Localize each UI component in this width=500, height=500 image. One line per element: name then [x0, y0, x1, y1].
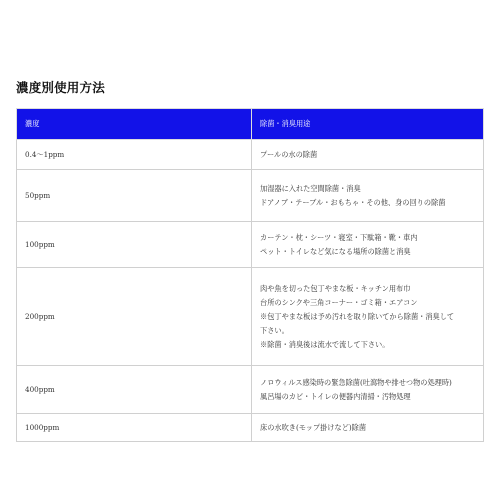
use-line: 加湿器に入れた空間除菌・消臭 — [260, 183, 361, 193]
use-line: ノロウィルス感染時の緊急除菌(吐瀉物や排せつ物の処理時) — [260, 377, 452, 387]
concentration-cell: 100ppm — [17, 222, 252, 268]
table-header-row — [17, 109, 484, 140]
table-row — [17, 170, 484, 222]
use-line: 風呂場のカビ・トイレの便器内清掃・汚物処理 — [260, 391, 411, 401]
use-line: 下さい。 — [260, 325, 289, 335]
table-row — [17, 222, 484, 268]
usage-table — [16, 108, 484, 442]
table-row — [17, 268, 484, 366]
header-concentration: 濃度 — [17, 109, 252, 140]
uses-cell — [252, 366, 484, 414]
table-row — [17, 140, 484, 170]
uses-cell — [252, 222, 484, 268]
uses-cell — [252, 414, 484, 442]
concentration-cell: 1000ppm — [17, 414, 252, 442]
use-line: ※除菌・消臭後は流水で流して下さい。 — [260, 339, 390, 349]
use-line: ドアノブ・テーブル・おもちゃ・その他、身の回りの除菌 — [260, 197, 446, 207]
use-line: 床の水吹き(モップ掛けなど)除菌 — [260, 422, 367, 432]
uses-cell — [252, 140, 484, 170]
use-line: 肉や魚を切った包丁やまな板・キッチン用布巾 — [260, 283, 411, 293]
use-line: ※包丁やまな板は予め汚れを取り除いてから除菌・消臭して — [260, 311, 455, 321]
uses-cell — [252, 268, 484, 366]
header-uses: 除菌・消臭用途 — [252, 109, 484, 140]
concentration-cell: 200ppm — [17, 268, 252, 366]
table-row — [17, 414, 484, 442]
concentration-cell: 50ppm — [17, 170, 252, 222]
page-title: 濃度別使用方法 — [16, 80, 105, 95]
uses-cell — [252, 170, 484, 222]
use-line: ペット・トイレなど気になる場所の除菌と消臭 — [260, 246, 411, 256]
use-line: 台所のシンクや三角コーナー・ゴミ箱・エアコン — [260, 297, 418, 307]
concentration-cell: 0.4〜1ppm — [17, 140, 252, 170]
table-row — [17, 366, 484, 414]
use-line: カーテン・枕・シーツ・寝室・下駄箱・靴・車内 — [260, 232, 418, 242]
concentration-cell: 400ppm — [17, 366, 252, 414]
use-line: プールの水の除菌 — [260, 149, 318, 159]
